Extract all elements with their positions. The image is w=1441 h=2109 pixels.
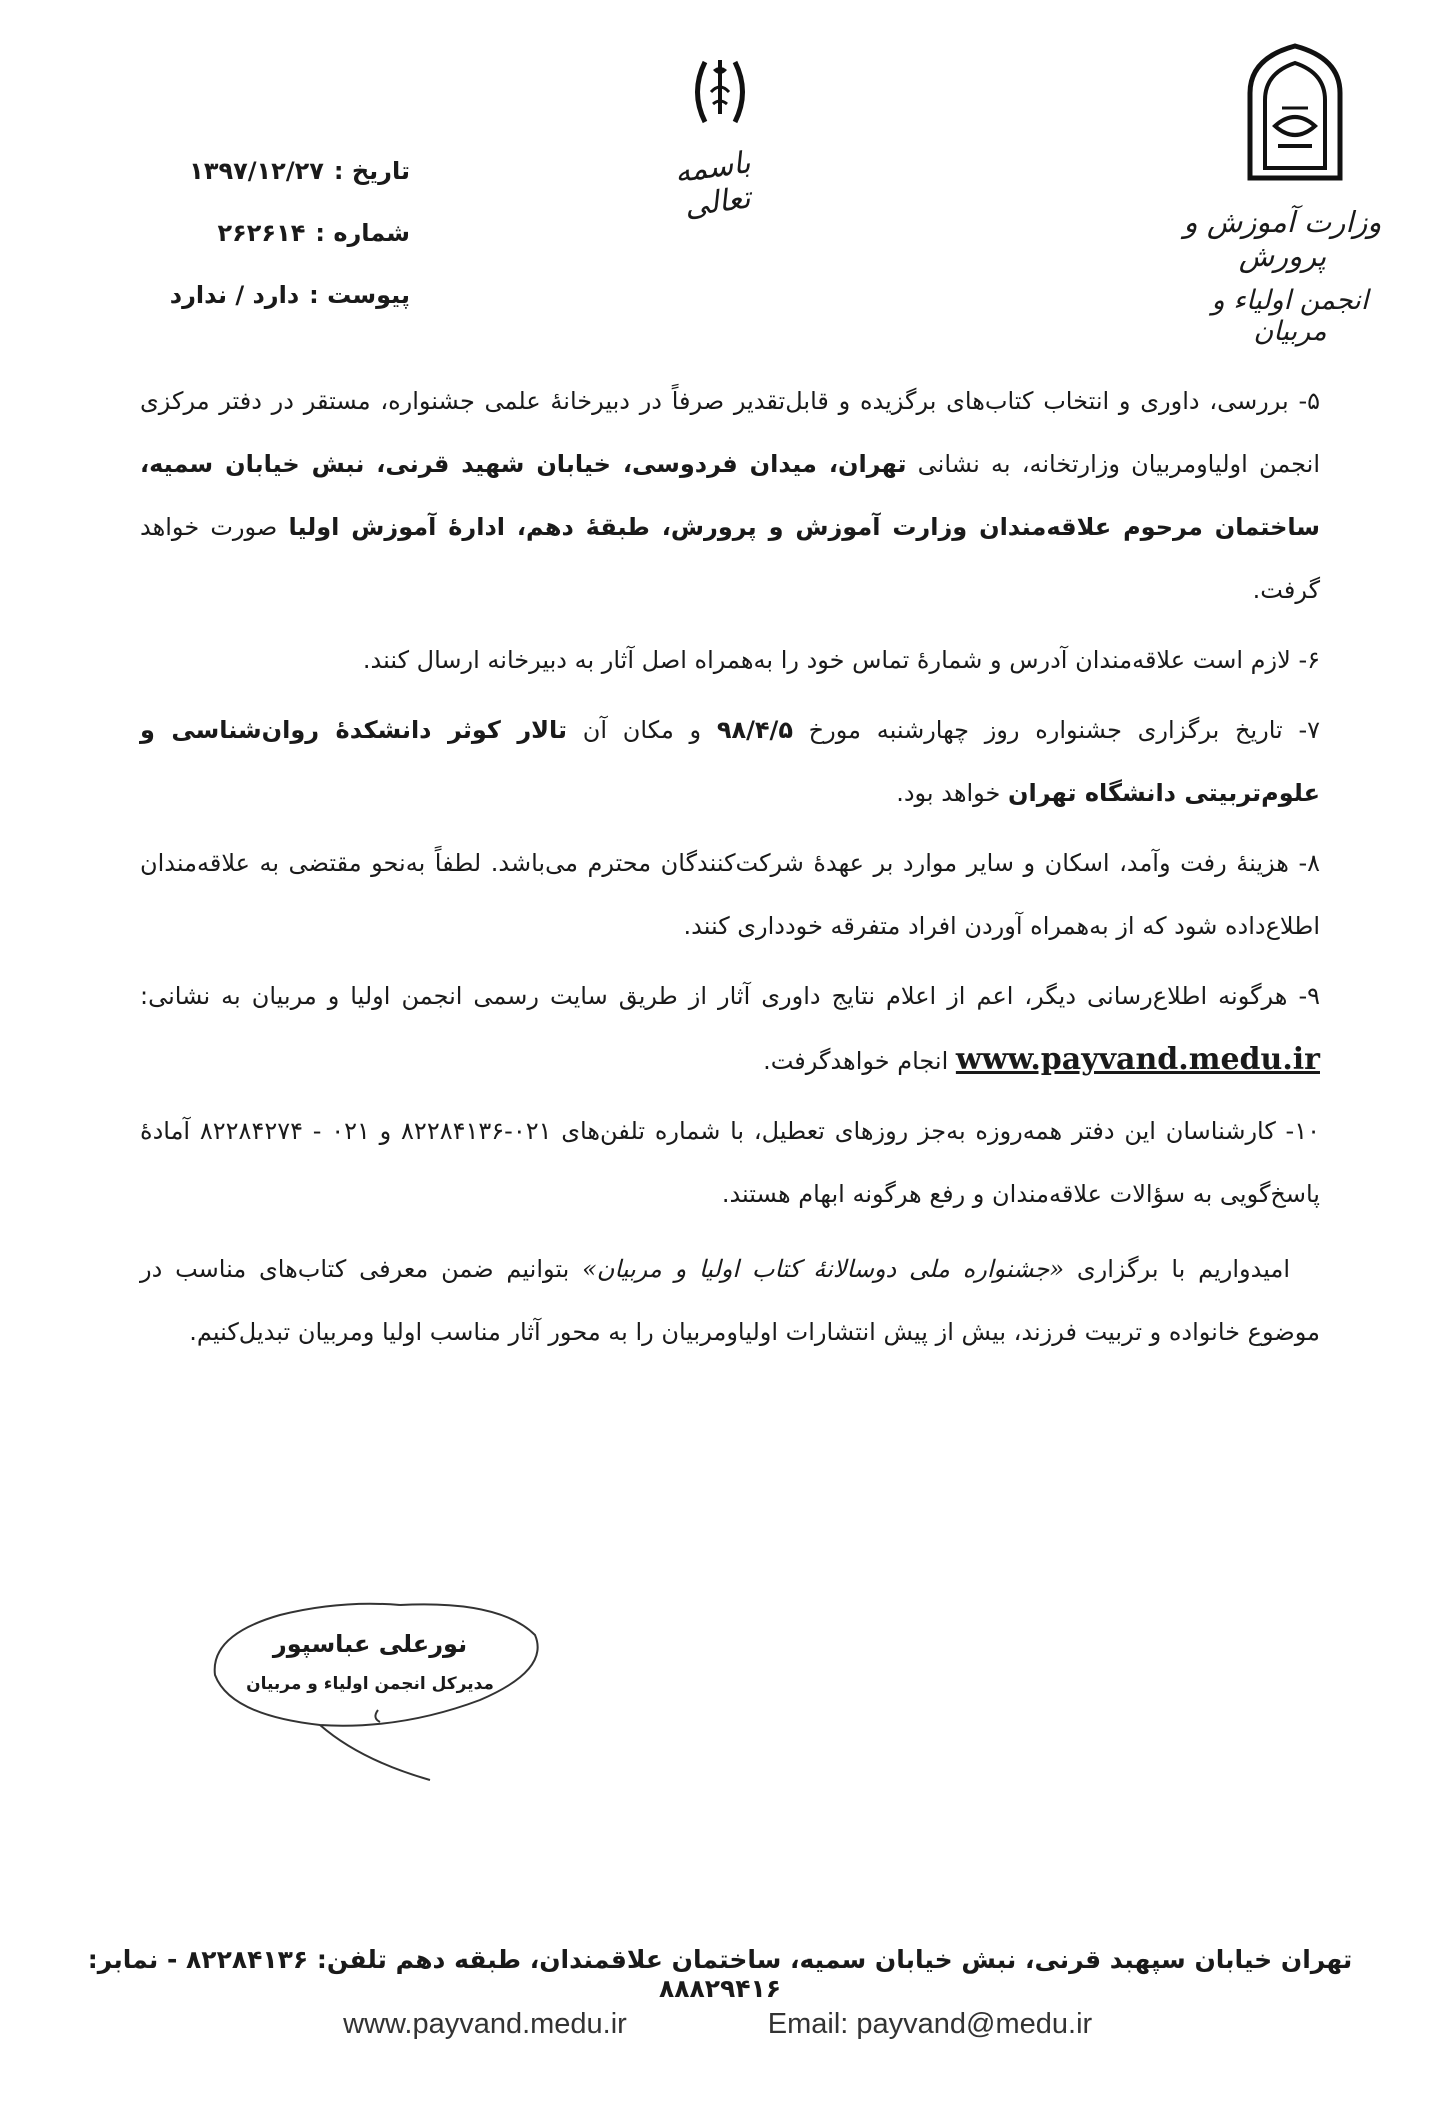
paragraph-5 [140,370,1320,622]
paragraph-9-end: انجام خواهدگرفت. [763,1047,956,1075]
paragraph-7-mid: و مکان آن [567,716,717,744]
association-name: انجمن اولیاء و مربیان [1211,285,1369,347]
footer-website[interactable]: www.payvand.medu.ir [343,2008,627,2040]
paragraph-9 [140,965,1320,1093]
website-link[interactable]: www.payvand.medu.ir [955,1042,1320,1077]
paragraph-7-end: خواهد بود. [896,779,1009,807]
signatory-title: مدیرکل انجمن اولیاء و مربیان [246,1674,494,1694]
letter-metadata [110,140,410,326]
paragraph-10: ۱۰- کارشناسان این دفتر همه‌روزه به‌جز روزهای تعطیل، با شماره تلفن‌های ۰۲۱-۸۲۲۸۴۱۳۶ و ۰۲۱ - ۸۲۲۸۴۲۷۴ آمادهٔ پاسخ‌گویی به سؤالات علاقه‌مندان و رفع هرگونه ابهام هستند. [140,1117,1320,1208]
closing-text: امیدواریم با برگزاری [1064,1255,1291,1283]
festival-venue: تالار کوثر دانشکدهٔ روان‌شناسی و علوم‌تربیتی دانشگاه تهران [140,716,1320,807]
attachment-row [110,264,410,326]
signatory-name: نورعلی عباسپور [272,1630,468,1658]
festival-name: «جشنواره ملی دوسالانهٔ کتاب اولیا و مربیان» [582,1255,1065,1283]
attachment-label: پیوست : [309,281,410,309]
paragraph-8: ۸- هزینهٔ رفت وآمد، اسکان و سایر موارد بر عهدهٔ شرکت‌کنندگان محترم می‌باشد. لطفاً به‌نحو مقتضی به علاقه‌مندان اطلاع‌داده شود که از به‌همراه آوردن افراد متفرقه خودداری کنند. [140,849,1320,940]
number-value: ۲۶۲۶۱۴ [217,219,306,247]
date-value: ۱۳۹۷/۱۲/۲۷ [189,157,324,185]
attachment-value: دارد / ندارد [169,281,300,309]
footer-address: تهران خیابان سپهبد قرنی، نبش خیابان سمیه، ساختمان علاقمندان، طبقه دهم تلفن: ۸۲۲۸۴۱۳۶ - نمابر: ۸۸۸۲۹۴۱۶ [87,1945,1353,2003]
festival-date: ۹۸/۴/۵ [716,716,793,744]
date-label: تاریخ : [333,157,410,185]
paragraph-5-end: صورت خواهد گرفت. [140,513,1320,604]
date-row [110,140,410,202]
paragraph-7 [140,699,1320,825]
footer-email[interactable]: Email: payvand@medu.ir [767,2008,1093,2040]
paragraph-9-text: ۹- هرگونه اطلاع‌رسانی دیگر، اعم از اعلام نتایج داوری آثار از طریق سایت رسمی انجمن اولیا و مربیان به نشانی: [140,982,1320,1010]
paragraph-5-address: تهران، میدان فردوسی، خیابان شهید قرنی، نبش خیابان سمیه، ساختمان مرحوم علاقه‌مندان وزارت آموزش و پرورش، طبقهٔ دهم، ادارهٔ آموزش اولیا [140,450,1320,541]
paragraph-5-text: ۵- بررسی، داوری و انتخاب کتاب‌های برگزیده و قابل‌تقدیر صرفاً در دبیرخانهٔ علمی جشنواره، مستقر در دفتر مرکزی انجمن اولیاومربیان وزارتخانه، به نشانی [140,387,1320,478]
number-label: شماره : [315,219,410,247]
number-row [110,202,410,264]
ministry-logo-icon [1230,38,1360,188]
closing-paragraph [140,1238,1320,1364]
ministry-name: وزارت آموزش و پرورش [1183,205,1382,273]
national-emblem-icon [675,52,765,132]
paragraph-6: ۶- لازم است علاقه‌مندان آدرس و شمارهٔ تماس خود را به‌همراه اصل آثار به دبیرخانه ارسال کنند. [362,646,1320,674]
paragraph-7-text: ۷- تاریخ برگزاری جشنواره روز چهارشنبه مورخ [792,716,1320,744]
bismillah-heading: باسمه تعالی [672,145,753,225]
closing-end: بتوانیم ضمن معرفی کتاب‌های مناسب در موضوع خانواده و تربیت فرزند، بیش از پیش انتشارات اولیاومربیان را به محور آثار مناسب اولیا ومربیان تبدیل‌کنیم. [140,1255,1320,1346]
letter-body [140,370,1320,1371]
